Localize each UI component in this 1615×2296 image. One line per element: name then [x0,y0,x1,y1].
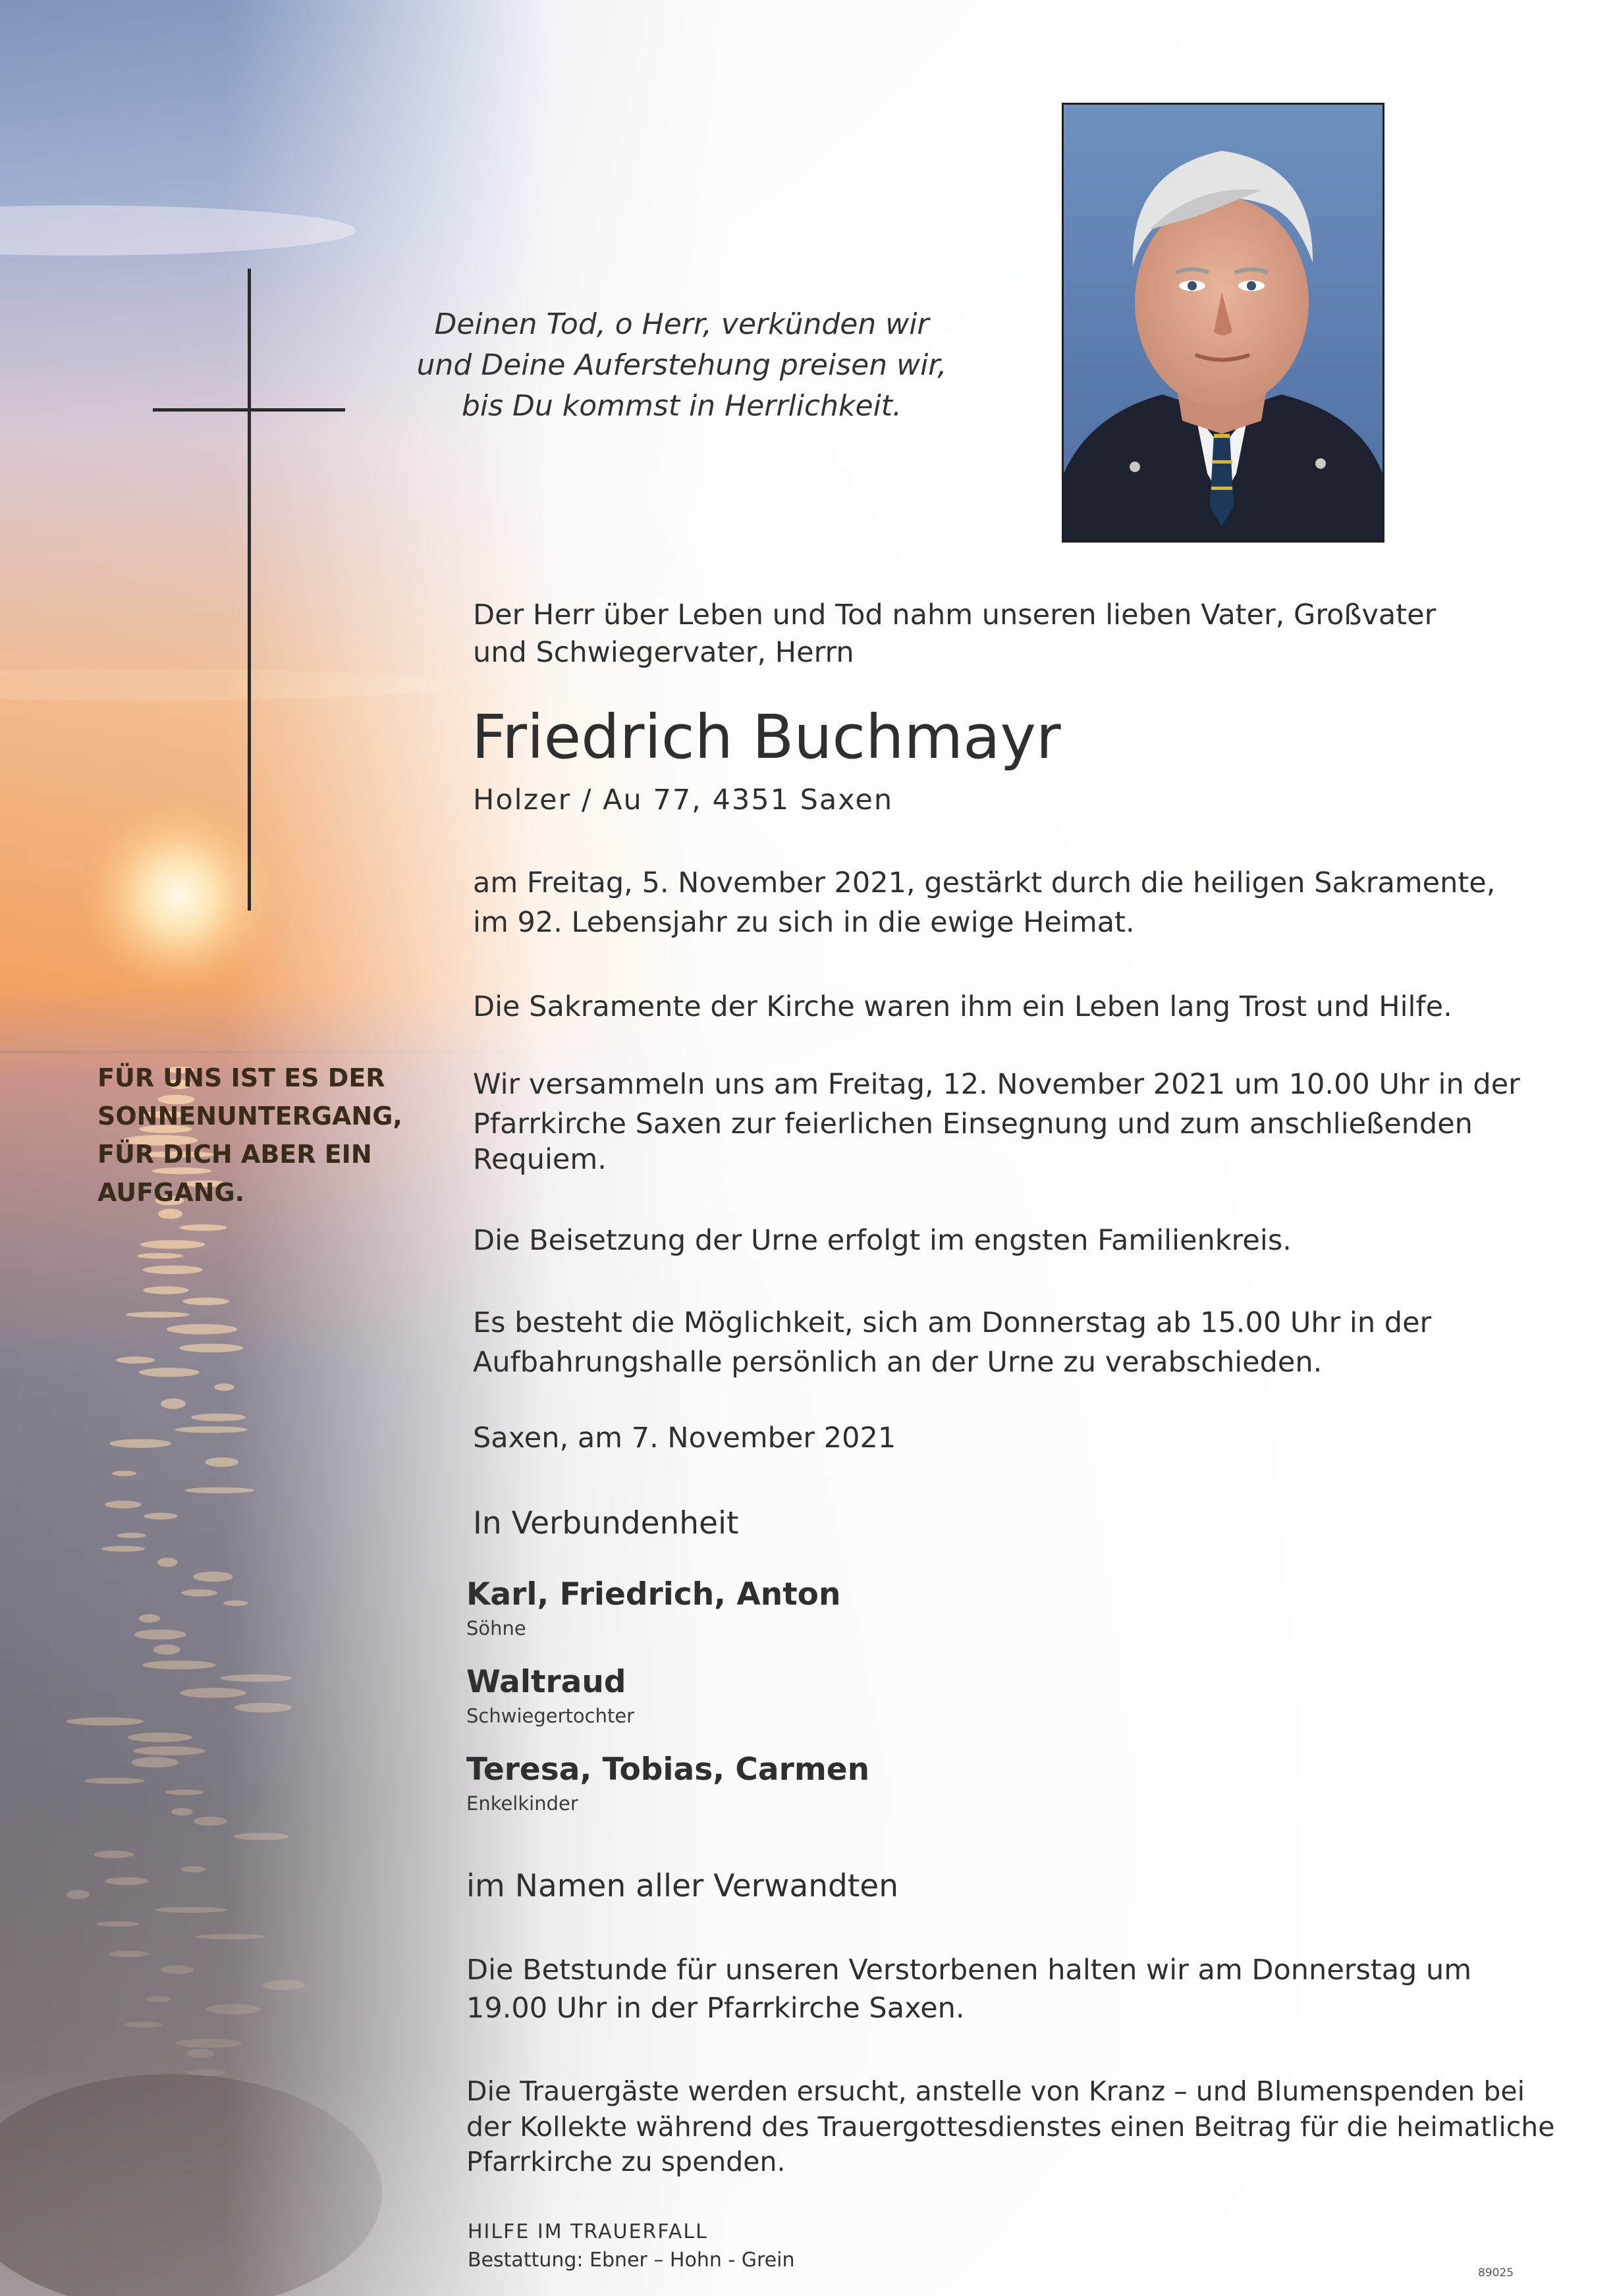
gathering-line: Wir versammeln uns am Freitag, 12. November 2021 um 10.00 Uhr in der [473,1068,1520,1101]
help-label: HILFE IM TRAUERFALL [468,2220,708,2243]
intro-line: Der Herr über Leben und Tod nahm unseren lieben Vater, Großvater [473,599,1437,631]
gathering-line: Requiem. [473,1143,607,1176]
prayer-line: Die Betstunde für unseren Verstorbenen halten wir am Donnerstag um [466,1954,1472,1987]
death-line: im 92. Lebensjahr zu sich in die ewige Heimat. [473,906,1135,939]
donation-line: Pfarrkirche zu spenden. [466,2146,786,2177]
motto-line: FÜR UNS IST ES DER [97,1063,385,1092]
verse-line: und Deine Auferstehung preisen wir, [416,348,947,382]
motto-line: AUFGANG. [97,1178,245,1207]
cross-horizontal-bar [153,408,345,412]
deceased-name: Friedrich Buchmayr [472,702,1061,772]
prayer-line: 19.00 Uhr in der Pfarrkirche Saxen. [466,1992,965,2025]
motto-line: SONNENUNTERGANG, [97,1102,402,1131]
undertaker: Bestattung: Ebner – Hohn - Grein [468,2249,795,2272]
portrait-illustration [1064,105,1382,541]
burial-text: Die Beisetzung der Urne erfolgt im engsten Familienkreis. [473,1224,1292,1257]
donation-line: Die Trauergäste werden ersucht, anstelle von Kranz – und Blumenspenden bei [466,2075,1525,2107]
family-names: Teresa, Tobias, Carmen [466,1751,870,1788]
gathering-line: Pfarrkirche Saxen zur feierlichen Einsegnung und zum anschließenden [473,1108,1473,1140]
family-relation: Söhne [466,1617,526,1640]
family-relation: Enkelkinder [466,1792,578,1815]
cross-vertical-bar [248,269,251,911]
family-relation: Schwiegertochter [466,1705,635,1727]
family-names: Waltraud [466,1664,626,1700]
family-names: Karl, Friedrich, Anton [466,1576,841,1613]
farewell-line: Es besteht die Möglichkeit, sich am Donnerstag ab 15.00 Uhr in der [473,1306,1432,1339]
place-date: Saxen, am 7. November 2021 [473,1422,896,1455]
intro-line: und Schwiegervater, Herrn [473,636,854,669]
death-line: am Freitag, 5. November 2021, gestärkt durch die heiligen Sakramente, [473,867,1496,899]
verse-line: bis Du kommst in Herrlichkeit. [461,389,902,423]
motto [97,1059,414,1212]
in-unity-text: In Verbundenheit [473,1505,739,1541]
print-code: 89025 [1478,2266,1514,2280]
deceased-residence: Holzer / Au 77, 4351 Saxen [473,784,894,816]
comfort-text: Die Sakramente der Kirche waren ihm ein Leben lang Trost und Hilfe. [473,990,1452,1023]
motto-line: FÜR DICH ABER EIN [97,1140,372,1169]
bible-verse [395,304,968,427]
farewell-line: Aufbahrungshalle persönlich an der Urne zu verabschieden. [473,1346,1323,1379]
relatives-text: im Namen aller Verwandten [466,1868,899,1904]
deceased-portrait [1062,103,1384,543]
verse-line: Deinen Tod, o Herr, verkünden wir [434,307,929,341]
donation-line: der Kollekte während des Trauergottesdienstes einen Beitrag für die heimatliche [466,2111,1555,2143]
